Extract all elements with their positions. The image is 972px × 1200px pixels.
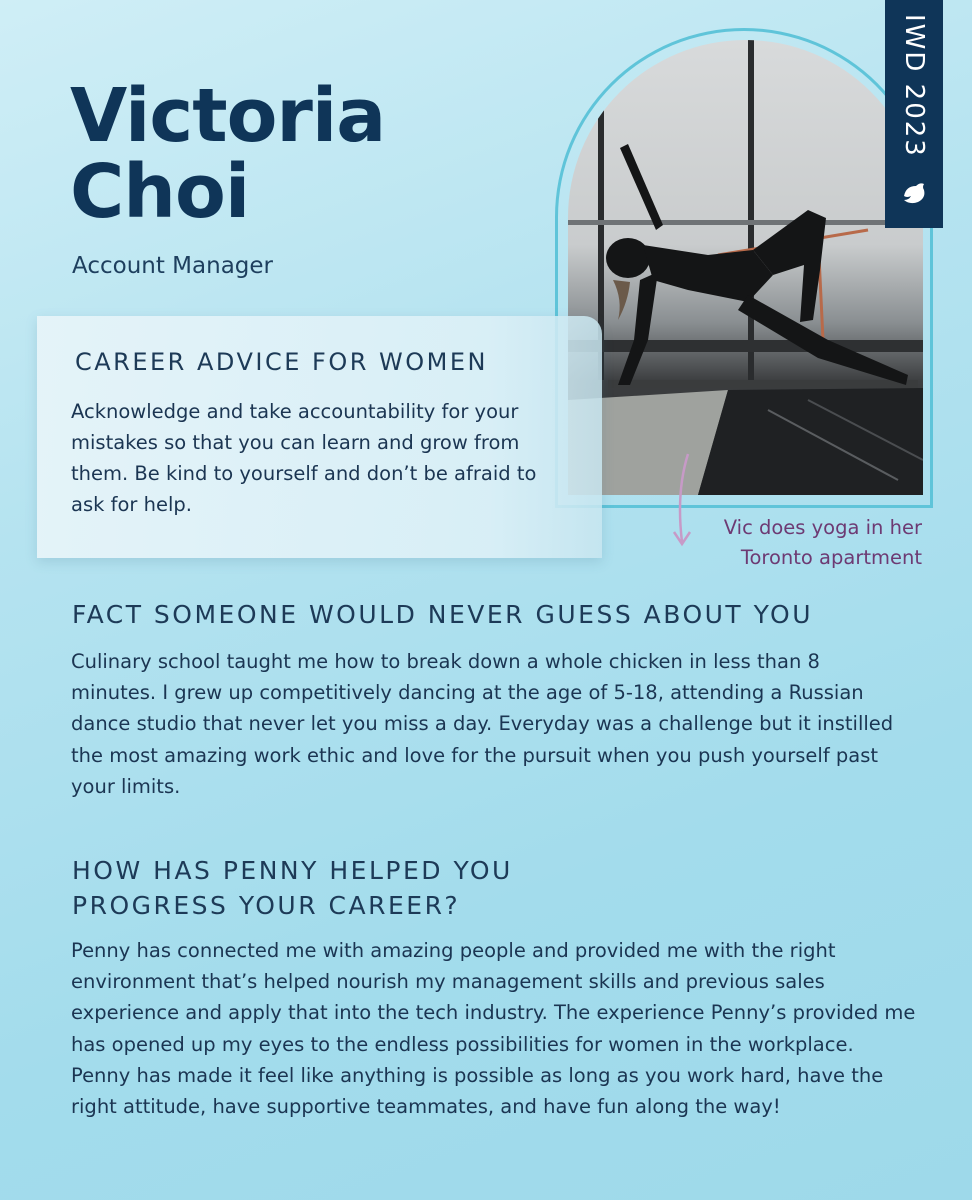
penny-heading-line-2: PROGRESS YOUR CAREER? (72, 891, 461, 920)
caption-line-2: Toronto apartment (740, 546, 922, 569)
photo-caption (680, 513, 922, 573)
fact-body: Culinary school taught me how to break down a whole chicken in less than 8 minutes. I grew up competitively dancing at the age of 5-18, attending a Russian dance studio that never let you miss a day. Everyday was a challenge but it instilled the most amazing work ethic and love for the pursuit when you push yourself past your limits. (71, 650, 894, 798)
photo-frame-bottom-line (555, 505, 933, 508)
advice-body: Acknowledge and take accountability for your mistakes so that you can learn and grow from them. Be kind to yourself and don’t be afraid to ask for help. (71, 400, 537, 516)
person-name (70, 73, 386, 235)
bird-logo-icon (900, 178, 930, 208)
last-name: Choi (70, 149, 250, 235)
advice-heading: CAREER ADVICE FOR WOMEN (75, 348, 488, 376)
iwd-badge (885, 0, 943, 228)
yoga-photo (568, 40, 923, 495)
caption-line-1: Vic does yoga in her (723, 516, 922, 539)
job-title: Account Manager (72, 253, 273, 279)
penny-heading (72, 853, 592, 923)
career-advice-card (37, 316, 602, 558)
yoga-scene-illustration (568, 40, 923, 495)
fact-heading: FACT SOMEONE WOULD NEVER GUESS ABOUT YOU (72, 600, 814, 629)
penny-heading-line-1: HOW HAS PENNY HELPED YOU (72, 856, 513, 885)
badge-text: IWD 2023 (899, 14, 929, 158)
first-name: Victoria (70, 73, 386, 159)
penny-body: Penny has connected me with amazing people and provided me with the right environment that’s helped nourish my management skills and previous sales experience and apply that into the tech industry. The experience Penny’s provided me has opened up my eyes to the endless possibilities for women in the workplace. Penny has made it feel like anything is possible as long as you work hard, have the right attitude, have supportive teammates, and have fun along the way! (71, 939, 916, 1119)
